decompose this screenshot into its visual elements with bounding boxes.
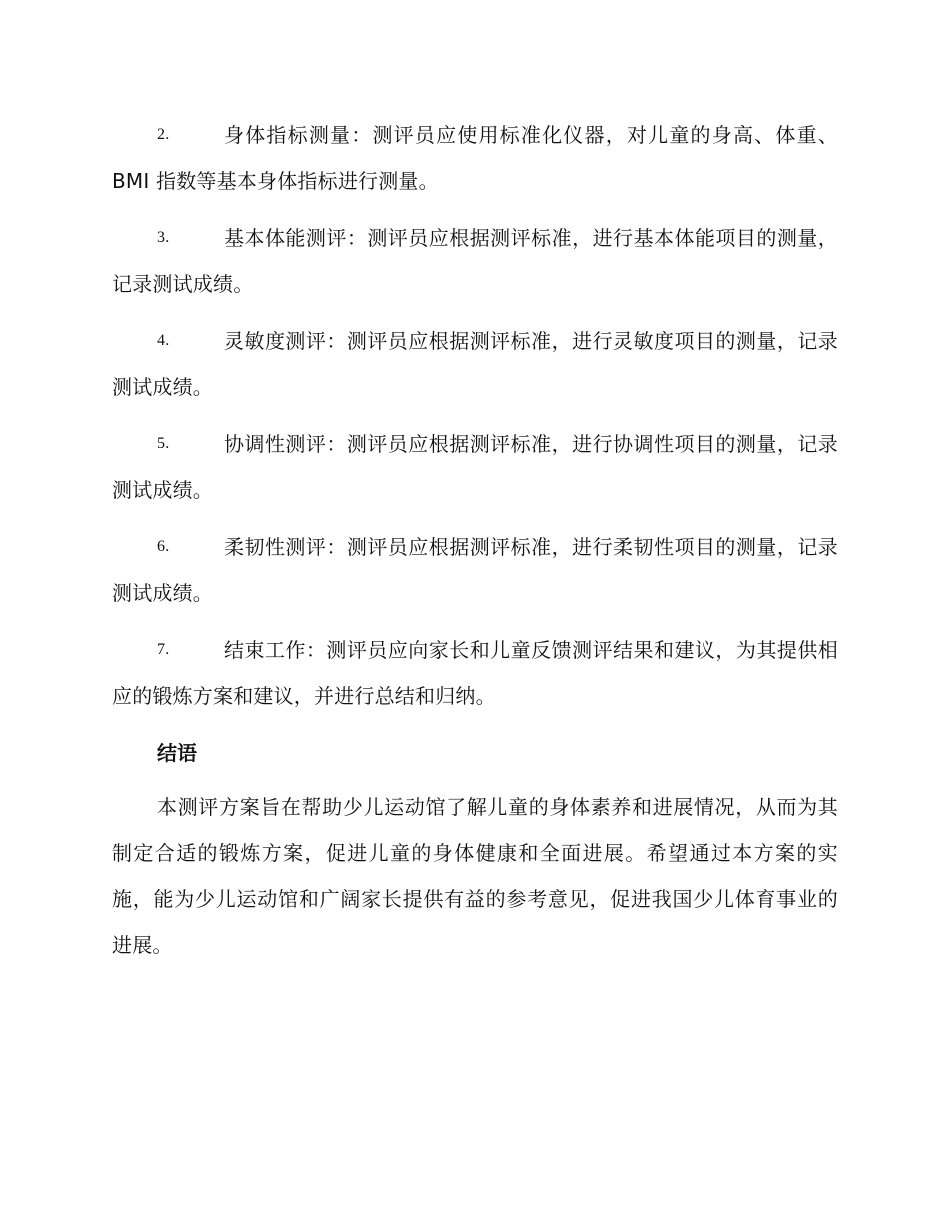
- list-number: 2.: [157, 126, 170, 143]
- list-number: 5.: [157, 435, 170, 452]
- list-number: 3.: [157, 229, 170, 246]
- list-item-6: [112, 524, 838, 616]
- list-number: 7.: [157, 641, 170, 658]
- list-number: 4.: [157, 332, 170, 349]
- conclusion-paragraph: 本测评方案旨在帮助少儿运动馆了解儿童的身体素养和进展情况，从而为其制定合适的锻炼方案，促进儿童的身体健康和全面进展。希望通过本方案的实施，能为少儿运动馆和广阔家长提供有益的参考意见，促进我国少儿体育事业的进展。: [112, 795, 838, 957]
- list-item-3: [112, 215, 838, 307]
- list-item-text: 基本体能测评：测评员应根据测评标准，进行基本体能项目的测量，记录测试成绩。: [112, 226, 838, 296]
- list-item-7: [112, 627, 838, 719]
- list-item-text: 结束工作：测评员应向家长和儿童反馈测评结果和建议，为其提供相应的锻炼方案和建议，并进行总结和归纳。: [112, 638, 838, 708]
- list-item-4: [112, 318, 838, 410]
- list-item-text: 身体指标测量：测评员应使用标准化仪器，对儿童的身高、体重、BMI 指数等基本身体指标进行测量。: [112, 123, 838, 193]
- list-item-text: 协调性测评：测评员应根据测评标准，进行协调性项目的测量，记录测试成绩。: [112, 432, 838, 502]
- list-number: 6.: [157, 538, 170, 555]
- list-item-2: [112, 112, 838, 204]
- list-item-text: 灵敏度测评：测评员应根据测评标准，进行灵敏度项目的测量，记录测试成绩。: [112, 329, 838, 399]
- list-item-text: 柔韧性测评：测评员应根据测评标准，进行柔韧性项目的测量，记录测试成绩。: [112, 535, 838, 605]
- list-item-5: [112, 421, 838, 513]
- conclusion-heading: 结语: [157, 741, 197, 765]
